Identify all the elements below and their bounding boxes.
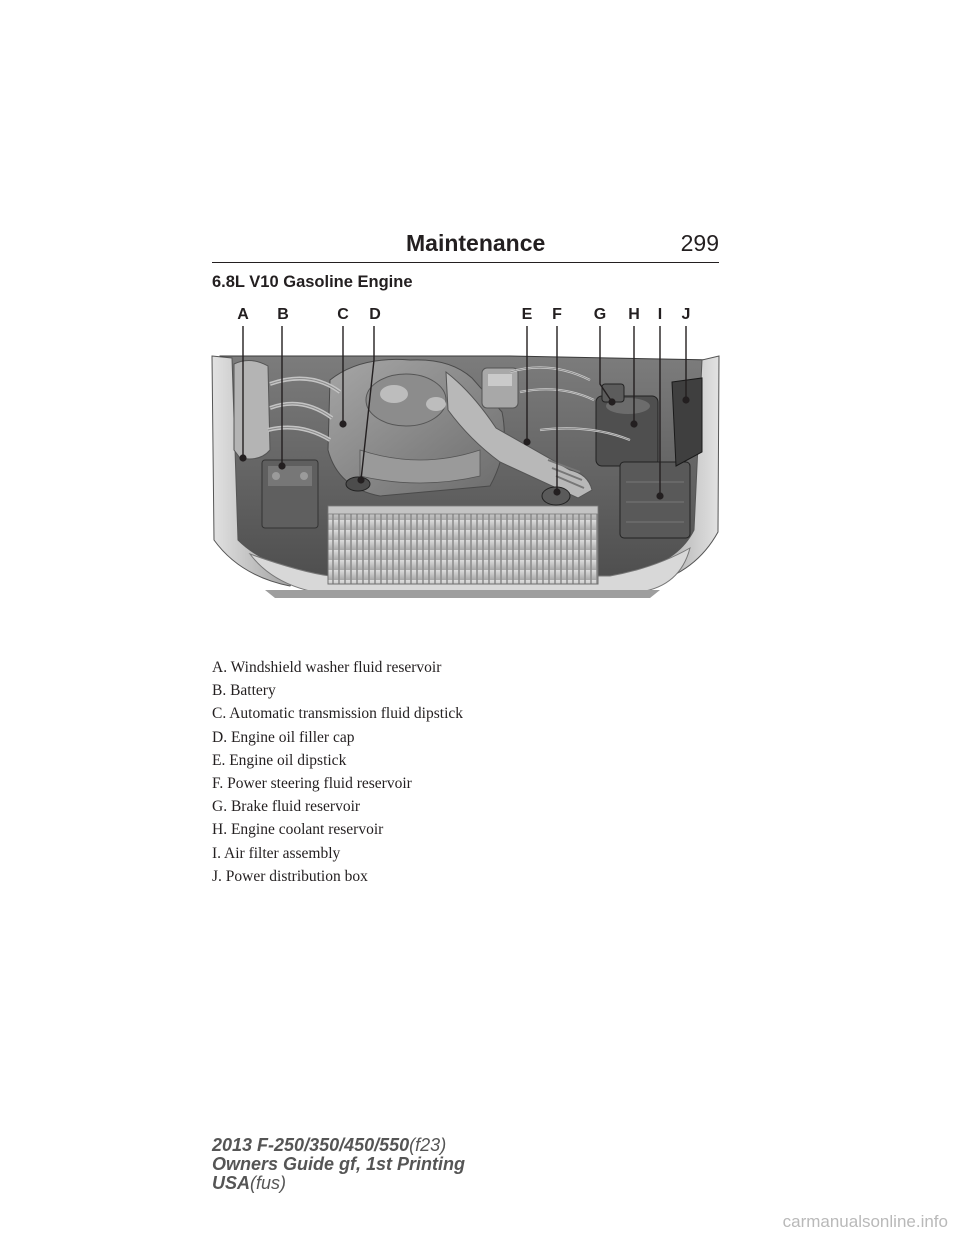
callout-i: I xyxy=(657,306,663,323)
page-footer xyxy=(212,1136,465,1193)
footer-region: USA xyxy=(212,1173,251,1193)
callout-e: E xyxy=(521,306,533,323)
engine-illustration xyxy=(210,300,722,605)
page-number: 299 xyxy=(680,230,719,256)
header-section-title: Maintenance xyxy=(406,230,546,256)
legend-item: A. Windshield washer fluid reservoir xyxy=(212,659,442,676)
watermark: carmanualsonline.info xyxy=(782,1212,948,1231)
footer-line-model xyxy=(212,1136,465,1155)
callout-f: F xyxy=(552,306,562,323)
footer-printing: Owners Guide gf, 1st Printing xyxy=(212,1154,466,1174)
legend-item: J. Power distribution box xyxy=(212,867,368,885)
footer-model-code: (f23) xyxy=(409,1135,447,1155)
legend-item: B. Battery xyxy=(212,682,276,700)
callout-a: A xyxy=(237,306,249,323)
legend-item: F. Power steering fluid reservoir xyxy=(212,775,412,793)
callout-h: H xyxy=(628,306,640,323)
legend-item: G. Brake fluid reservoir xyxy=(212,798,361,816)
callout-d: D xyxy=(369,306,381,323)
footer-model: 2013 F-250/350/450/550 xyxy=(212,1135,410,1155)
page-header xyxy=(212,228,719,263)
section-heading: 6.8L V10 Gasoline Engine xyxy=(212,273,413,291)
component-legend xyxy=(212,656,463,888)
legend-item: D. Engine oil filler cap xyxy=(212,728,355,746)
callout-c: C xyxy=(337,306,349,323)
legend-item: E. Engine oil dipstick xyxy=(212,751,347,769)
legend-item: I. Air filter assembly xyxy=(212,844,341,862)
footer-region-code: (fus) xyxy=(250,1173,287,1193)
engine-compartment-figure xyxy=(210,300,722,605)
legend-item: H. Engine coolant reservoir xyxy=(212,821,384,839)
footer-line-region xyxy=(212,1174,465,1193)
callout-b: B xyxy=(277,306,289,323)
callout-g: G xyxy=(593,306,607,323)
callout-j: J xyxy=(681,306,691,323)
legend-item: C. Automatic transmission fluid dipstick xyxy=(212,705,464,723)
